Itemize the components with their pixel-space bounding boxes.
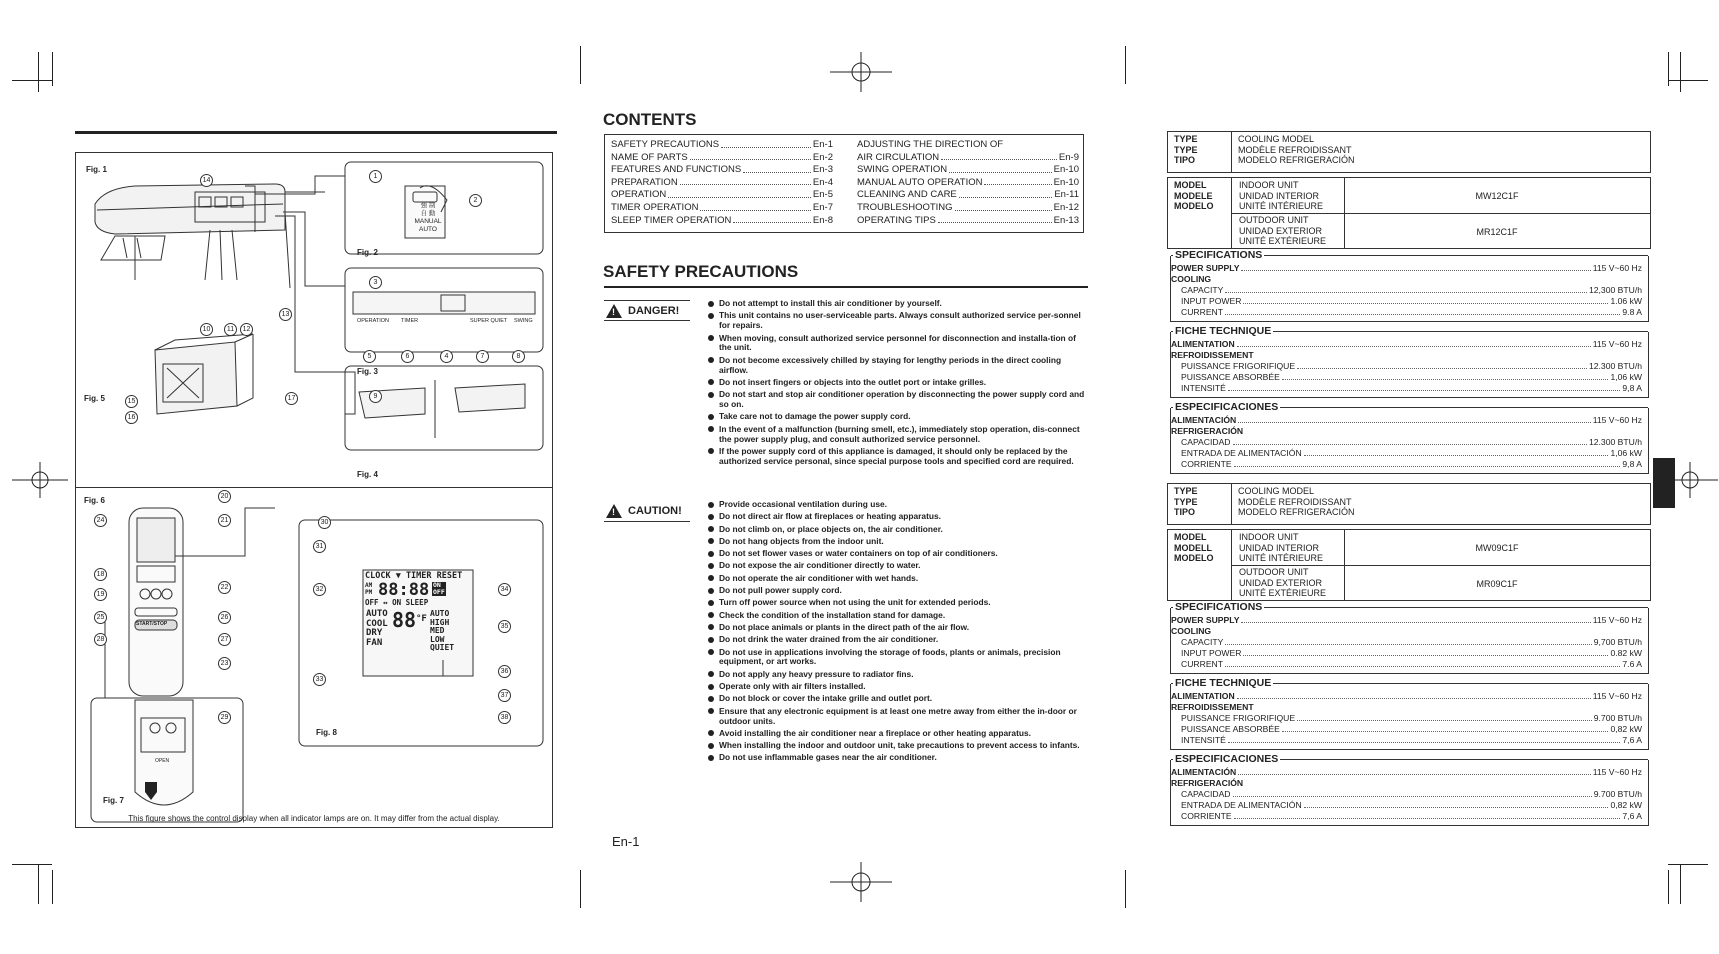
caution-item: Do not apply any heavy pressure to radiator fins. (707, 670, 1089, 680)
toc-entry[interactable]: FEATURES AND FUNCTIONS En-3 (611, 164, 833, 176)
toc-entry[interactable]: TIMER OPERATION En-7 (611, 201, 833, 213)
toc-entry[interactable]: MANUAL AUTO OPERATION En-10 (857, 176, 1079, 188)
contents-table (604, 134, 1084, 233)
lcd-ampm: AM PM (365, 582, 373, 596)
fig7-label: Fig. 7 (103, 796, 124, 805)
spec-section: FICHE TECHNIQUE ALIMENTATION 115 V~60 Hz REFROIDISSEMENT PUISSANCE FRIGORIFIQUE 12.300 BTU/h PUISSANCE ABSORBÉE 1,06 kW INTENSITÉ 9,8 A (1170, 332, 1649, 398)
caution-item: Do not drink the water drained from the air conditioner. (707, 635, 1089, 645)
fig3-operation-label: OPERATION (357, 318, 389, 324)
danger-item: Do not start and stop air conditioner operation by disconnecting the power supply cord and so on. (707, 390, 1089, 410)
safety-rule (604, 286, 1088, 288)
toc-entry[interactable]: PREPARATION En-4 (611, 176, 833, 188)
lcd-row3: OFF ↔ ON SLEEP (365, 598, 429, 607)
indoor-model: MW12C1F (1475, 191, 1519, 201)
caution-tag: ! CAUTION! (604, 501, 690, 522)
danger-item: In the event of a malfunction (burning smell, etc.), immediately stop operation, dis-connect the power supply plug, and consult authorized service personnel. (707, 425, 1089, 445)
contents-title: CONTENTS (603, 110, 697, 129)
caution-item: Do not pull power supply cord. (707, 586, 1089, 596)
toc-entry[interactable]: SLEEP TIMER OPERATION En-8 (611, 214, 833, 226)
toc-entry[interactable]: AIR CIRCULATION En-9 (857, 151, 1079, 163)
toc-entry-heading: ADJUSTING THE DIRECTION OF (857, 139, 1004, 150)
fig3-superquiet-label: SUPER QUIET (470, 318, 508, 324)
caution-item: Operate only with air filters installed. (707, 682, 1089, 692)
caution-item: Do not expose the air conditioner directly to water. (707, 561, 1089, 571)
caution-item: Do not use in applications involving the storage of foods, plants or animals, precision equipment, or art works. (707, 648, 1089, 668)
indoor-model: MW09C1F (1475, 543, 1519, 553)
model-box: MODEL MODELL MODELO INDOOR UNIT UNIDAD INTERIOR UNITÉ INTÉRIEURE OUTDOOR UNIT UNIDAD EXTERIOR UNITÉ EXTÉRIEURE MW09C1F MR09C1F (1167, 529, 1651, 601)
figure-caption: This figure shows the control display when all indicator lamps are on. It may differ from the actual display. (128, 814, 500, 823)
remote-startstop-label: START/STOP (136, 621, 168, 627)
caution-item: When installing the indoor and outdoor unit, take precautions to prevent access to infants. (707, 741, 1089, 751)
registration-mark-top (830, 52, 892, 92)
caution-item: Avoid installing the air conditioner near a fireplace or other heating apparatus. (707, 729, 1089, 739)
lcd-on-off: ON OFF (433, 581, 445, 596)
danger-item: Take care not to damage the power supply cord. (707, 412, 1089, 422)
type-box: TYPE TYPE TIPO COOLING MODEL MODÈLE REFROIDISSANT MODELO REFRIGERACIÓN (1167, 131, 1651, 173)
lcd-unit: °F (416, 614, 427, 624)
spec-section: FICHE TECHNIQUE ALIMENTATION 115 V~60 Hz REFROIDISSEMENT PUISSANCE FRIGORIFIQUE 9.700 BTU/h PUISSANCE ABSORBÉE 0,82 kW INTENSITÉ 7,6 A (1170, 684, 1649, 750)
registration-mark-left (12, 462, 68, 498)
caution-item: Check the condition of the installation stand for damage. (707, 611, 1089, 621)
caution-item: Do not set flower vases or water containers on top of air conditioners. (707, 549, 1089, 559)
warning-icon (606, 304, 622, 318)
outdoor-model: MR12C1F (1476, 227, 1518, 237)
danger-item: Do not become excessively chilled by staying for lengthy periods in the direct cooling airflow. (707, 356, 1089, 376)
warning-icon (606, 504, 622, 518)
toc-entry[interactable]: CLEANING AND CARE En-11 (857, 189, 1079, 201)
danger-item: Do not attempt to install this air conditioner by yourself. (707, 299, 1089, 309)
spec-section: SPECIFICATIONS POWER SUPPLY 115 V~60 Hz COOLING CAPACITY 12,300 BTU/h INPUT POWER 1.06 kW CURRENT 9.8 A (1170, 256, 1649, 322)
fig8-label: Fig. 8 (316, 728, 337, 737)
toc-entry[interactable]: OPERATION En-5 (611, 189, 833, 201)
toc-entry[interactable]: TROUBLESHOOTING En-12 (857, 201, 1079, 213)
caution-list (707, 500, 1089, 766)
lcd-temperature: 88 (392, 608, 417, 632)
safety-title: SAFETY PRECAUTIONS (603, 262, 799, 281)
lcd-clock-digits: 88:88 (378, 580, 430, 600)
caution-item: Do not direct air flow at fireplaces or heating apparatus. (707, 512, 1089, 522)
danger-item: If the power supply cord of this appliance is damaged, it should only be replaced by the authorized service personal, since special purpose tools and specified cord are required. (707, 447, 1089, 467)
fig3-timer-label: TIMER (401, 318, 419, 324)
fig1-label: Fig. 1 (86, 165, 107, 174)
toc-entry[interactable]: NAME OF PARTS En-2 (611, 151, 833, 163)
danger-tag: ! DANGER! (604, 300, 690, 321)
caution-item: Do not hang objects from the indoor unit. (707, 537, 1089, 547)
caution-item: Provide occasional ventilation during use. (707, 500, 1089, 510)
spec-section: ESPECIFICACIONES ALIMENTACIÓN 115 V~60 Hz REFRIGERACIÓN CAPACIDAD 9.700 BTU/h ENTRADA DE ALIMENTACIÓN 0,82 kW CORRIENTE 7,6 A (1170, 760, 1649, 826)
fig6-label: Fig. 6 (84, 496, 105, 505)
spec-section: ESPECIFICACIONES ALIMENTACIÓN 115 V~60 Hz REFRIGERACIÓN CAPACIDAD 12.300 BTU/h ENTRADA DE ALIMENTACIÓN 1,06 kW CORRIENTE 9,8 A (1170, 408, 1649, 474)
toc-entry[interactable]: SWING OPERATION En-10 (857, 164, 1079, 176)
caution-item: Do not place animals or plants in the direct path of the air flow. (707, 623, 1089, 633)
fig5-label: Fig. 5 (84, 394, 105, 403)
lcd-row1: CLOCK ▼ TIMER RESET (365, 571, 463, 581)
caution-item: Do not use inflammable gases near the air conditioner. (707, 753, 1089, 763)
left-top-rule (75, 131, 557, 134)
fig3-swing-label: SWING (514, 318, 533, 324)
caution-item: Do not block or cover the intake grille and outlet port. (707, 694, 1089, 704)
fig4-label: Fig. 4 (357, 470, 378, 479)
lcd-modes: AUTO COOL DRY FAN (366, 609, 388, 648)
danger-item: When moving, consult authorized service personnel for disconnection and installa-tion of the unit. (707, 334, 1089, 354)
toc-entry[interactable]: OPERATING TIPS En-13 (857, 214, 1079, 226)
spec-section: SPECIFICATIONS POWER SUPPLY 115 V~60 Hz COOLING CAPACITY 9,700 BTU/h INPUT POWER 0.82 kW CURRENT 7.6 A (1170, 608, 1649, 674)
fig2-label: Fig. 2 (357, 248, 378, 257)
type-box: TYPE TYPE TIPO COOLING MODEL MODÈLE REFROIDISSANT MODELO REFRIGERACIÓN (1167, 483, 1651, 525)
thumb-tab (1653, 458, 1675, 508)
caution-item: Do not operate the air conditioner with wet hands. (707, 574, 1089, 584)
registration-mark-bottom (830, 862, 892, 902)
lcd-fan-speeds: AUTO HIGH MED LOW QUIET (430, 609, 455, 652)
caution-item: Ensure that any electronic equipment is at least one metre away from either the in-door or outdoor units. (707, 707, 1089, 727)
remote-open-label: OPEN (155, 758, 170, 764)
figure-illustrations (75, 152, 553, 828)
model-box: MODEL MODELE MODELO INDOOR UNIT UNIDAD INTERIOR UNITÉ INTÉRIEURE OUTDOOR UNIT UNIDAD EXTERIOR UNITÉ EXTÉRIEURE MW12C1F MR12C1F (1167, 177, 1651, 249)
danger-item: Do not insert fingers or objects into the outlet port or intake grilles. (707, 378, 1089, 388)
caution-item: Turn off power source when not using the unit for extended periods. (707, 598, 1089, 608)
danger-item: This unit contains no user-serviceable parts. Always consult authorized service per-sonnel for repairs. (707, 311, 1089, 331)
toc-entry[interactable]: SAFETY PRECAUTIONS En-1 (611, 139, 833, 150)
outdoor-model: MR09C1F (1476, 579, 1518, 589)
caution-item: Do not climb on, or place objects on, the air conditioner. (707, 525, 1089, 535)
page-number: En-1 (612, 834, 640, 849)
manual-auto-button: 強 制 自 動 MANUAL AUTO (414, 202, 442, 233)
fig3-label: Fig. 3 (357, 367, 378, 376)
danger-list (707, 299, 1089, 469)
